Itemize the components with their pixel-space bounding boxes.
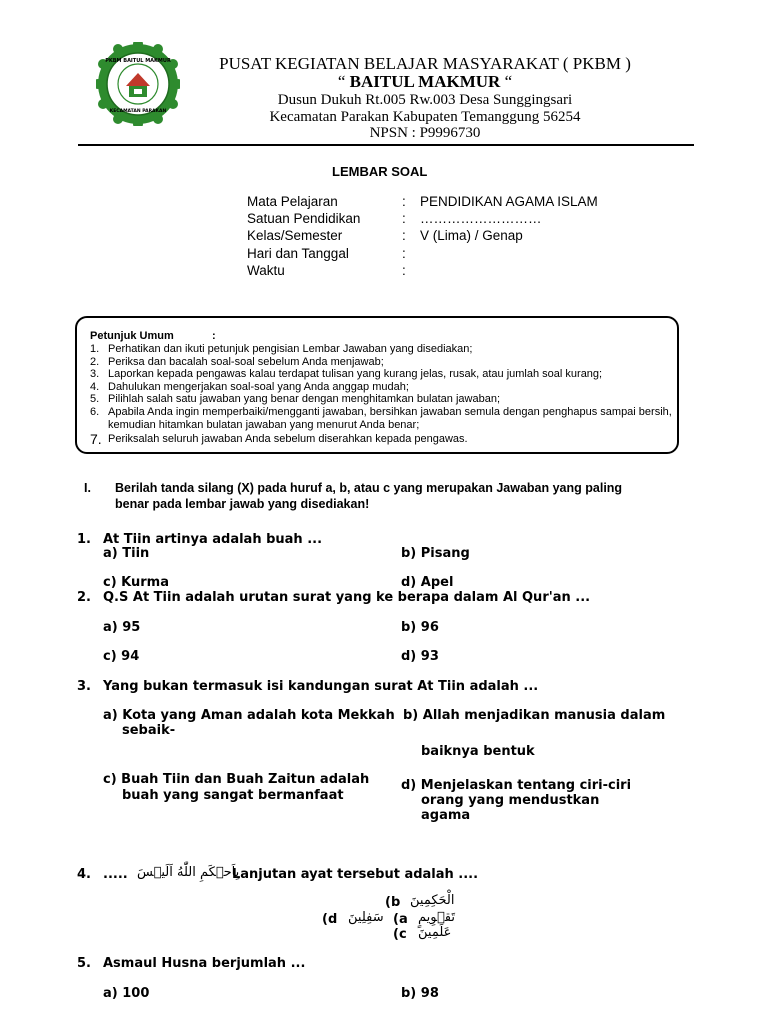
item-text: Laporkan kepada pengawas kalau terdapat tulisan yang kurang jelas, rusak, atau jumlah soal kurang; [108, 368, 603, 381]
option-d-label: (d [322, 912, 338, 927]
header-address-1: Dusun Dukuh Rt.005 Rw.003 Desa Sunggingsari [277, 92, 573, 108]
question-1-text: At Tiin artinya adalah buah ... [103, 532, 323, 547]
header-line-1: PUSAT KEGIATAN BELAJAR MASYARAKAT ( PKBM ) [219, 54, 631, 73]
question-4-arabic: بِاَحۡكَمِ اللّٰهُ اَلَيۡسَ [137, 865, 240, 880]
option-d: d) Menjelaskan tentang ciri-ciri [401, 778, 632, 793]
list-item [90, 368, 680, 381]
info-value: PENDIDIKAN AGAMA ISLAM [420, 194, 598, 209]
option-a-arabic: تَقۡوِيمٍ [418, 910, 455, 925]
list-item [90, 356, 680, 369]
header-address-2: Kecamatan Parakan Kabupaten Temanggung 56254 [269, 109, 581, 125]
question-number: 4. [77, 867, 91, 882]
pkbm-logo [96, 42, 180, 126]
info-colon: : [402, 211, 406, 226]
quote-close: “ [500, 72, 513, 91]
header-divider [78, 144, 694, 146]
info-row [247, 246, 667, 263]
item-text: Perhatikan dan ikuti petunjuk pengisian Lembar Jawaban yang disediakan; [108, 343, 473, 355]
option-d: d) 93 [401, 649, 439, 664]
doc-title: LEMBAR SOAL [332, 164, 428, 179]
option-c: c) Buah Tiin dan Buah Zaitun adalah [103, 772, 370, 787]
item-number: 3. [90, 368, 100, 381]
info-key: Hari dan Tanggal [247, 246, 349, 261]
question-3-text: Yang bukan termasuk isi kandungan surat At Tiin adalah ... [103, 679, 539, 694]
info-row [247, 194, 667, 211]
info-colon: : [402, 263, 406, 278]
info-key: Kelas/Semester [247, 228, 343, 243]
info-row [247, 263, 667, 280]
option-c-arabic: عَلَمِينَ [418, 925, 452, 940]
item-number: 5. [90, 393, 100, 406]
question-4-text: Lanjutan ayat tersebut adalah .... [232, 867, 479, 882]
question-number: 5. [77, 956, 91, 971]
item-text: Periksalah seluruh jawaban Anda sebelum diserahkan kepada pengawas. [108, 433, 468, 446]
option-b: b) Pisang [401, 546, 470, 561]
quote-open: “ [337, 72, 350, 91]
option-b-arabic: الْحَكِمِينَ [410, 893, 455, 908]
list-item [90, 381, 680, 394]
list-item [90, 406, 680, 431]
logo-bottom-text: KECAMATAN PARAKAN [109, 109, 167, 114]
institution-name: BAITUL MAKMUR [349, 72, 501, 91]
info-colon: : [402, 246, 406, 261]
item-text: Periksa dan bacalah soal-soal sebelum Anda menjawab; [108, 355, 384, 368]
option-a: a) Kota yang Aman adalah kota Mekkah [103, 708, 395, 723]
item-number: 4. [90, 380, 100, 393]
item-number: 2. [90, 355, 100, 368]
instructions-list [90, 343, 680, 446]
item-number: 1. [90, 343, 100, 355]
info-table [247, 194, 667, 280]
instructions-title: Petunjuk Umum [90, 330, 174, 342]
info-key: Waktu [247, 263, 285, 278]
question-2-text: Q.S At Tiin adalah urutan surat yang ke berapa dalam Al Qur'an ... [103, 590, 591, 605]
list-item [90, 393, 680, 406]
option-a-continued: sebaik- [122, 723, 176, 738]
item-text: Apabila Anda ingin memperbaiki/mengganti jawaban, bersihkan jawaban semula dengan penghapus sampai bersih, kemudian hitamkan bulatan jawaban yang menurut Anda benar; [108, 405, 672, 431]
option-b: b) 98 [401, 986, 439, 1001]
header-line-2 [185, 72, 665, 92]
question-dots: ..... [103, 867, 128, 882]
item-number: 6. [90, 405, 100, 418]
section-instruction-1: Berilah tanda silang (X) pada huruf a, b, atau c yang merupakan Jawaban yang paling [115, 481, 623, 495]
list-item [90, 433, 680, 446]
info-row [247, 211, 667, 228]
question-number: 2. [77, 590, 91, 605]
question-5-text: Asmaul Husna berjumlah ... [103, 956, 306, 971]
section-instruction-2: benar pada lembar jawab yang disediakan! [115, 497, 370, 511]
item-text: Dahulukan mengerjakan soal-soal yang Anda anggap mudah; [108, 380, 409, 393]
info-row [247, 228, 667, 246]
option-a: a) Tiin [103, 546, 150, 561]
instructions-colon: : [212, 330, 216, 342]
option-b-label: (b [385, 895, 401, 910]
logo-top-text: PKBM BAITUL MAKMUR [105, 58, 171, 64]
option-b: b) Allah menjadikan manusia dalam [403, 708, 666, 723]
option-c-label: (c [393, 927, 407, 942]
option-a: a) 95 [103, 620, 141, 635]
option-b-continued: baiknya bentuk [421, 744, 535, 759]
section-number: I. [84, 481, 91, 495]
item-number: 7. [90, 431, 102, 448]
option-d-arabic: سَفِلِينَ [348, 910, 384, 925]
option-d-continued-2: agama [421, 808, 471, 823]
question-number: 3. [77, 679, 91, 694]
header-npsn: NPSN : P9996730 [369, 125, 481, 141]
info-key: Mata Pelajaran [247, 194, 338, 209]
option-d-continued: orang yang mendustkan [421, 793, 600, 808]
list-item [90, 343, 680, 356]
question-number: 1. [77, 532, 91, 547]
option-d: d) Apel [401, 575, 454, 590]
option-b: b) 96 [401, 620, 439, 635]
info-key: Satuan Pendidikan [247, 211, 361, 226]
option-a: a) 100 [103, 986, 150, 1001]
info-colon: : [402, 228, 406, 243]
option-c-continued: buah yang sangat bermanfaat [122, 788, 344, 803]
info-value: V (Lima) / Genap [420, 228, 523, 243]
info-colon: : [402, 194, 406, 209]
option-c: c) 94 [103, 649, 140, 664]
option-a-label: (a [393, 912, 408, 927]
info-value: ……………………… [420, 211, 542, 226]
item-text: Pilihlah salah satu jawaban yang benar dengan menghitamkan bulatan jawaban; [108, 393, 500, 406]
option-c: c) Kurma [103, 575, 170, 590]
